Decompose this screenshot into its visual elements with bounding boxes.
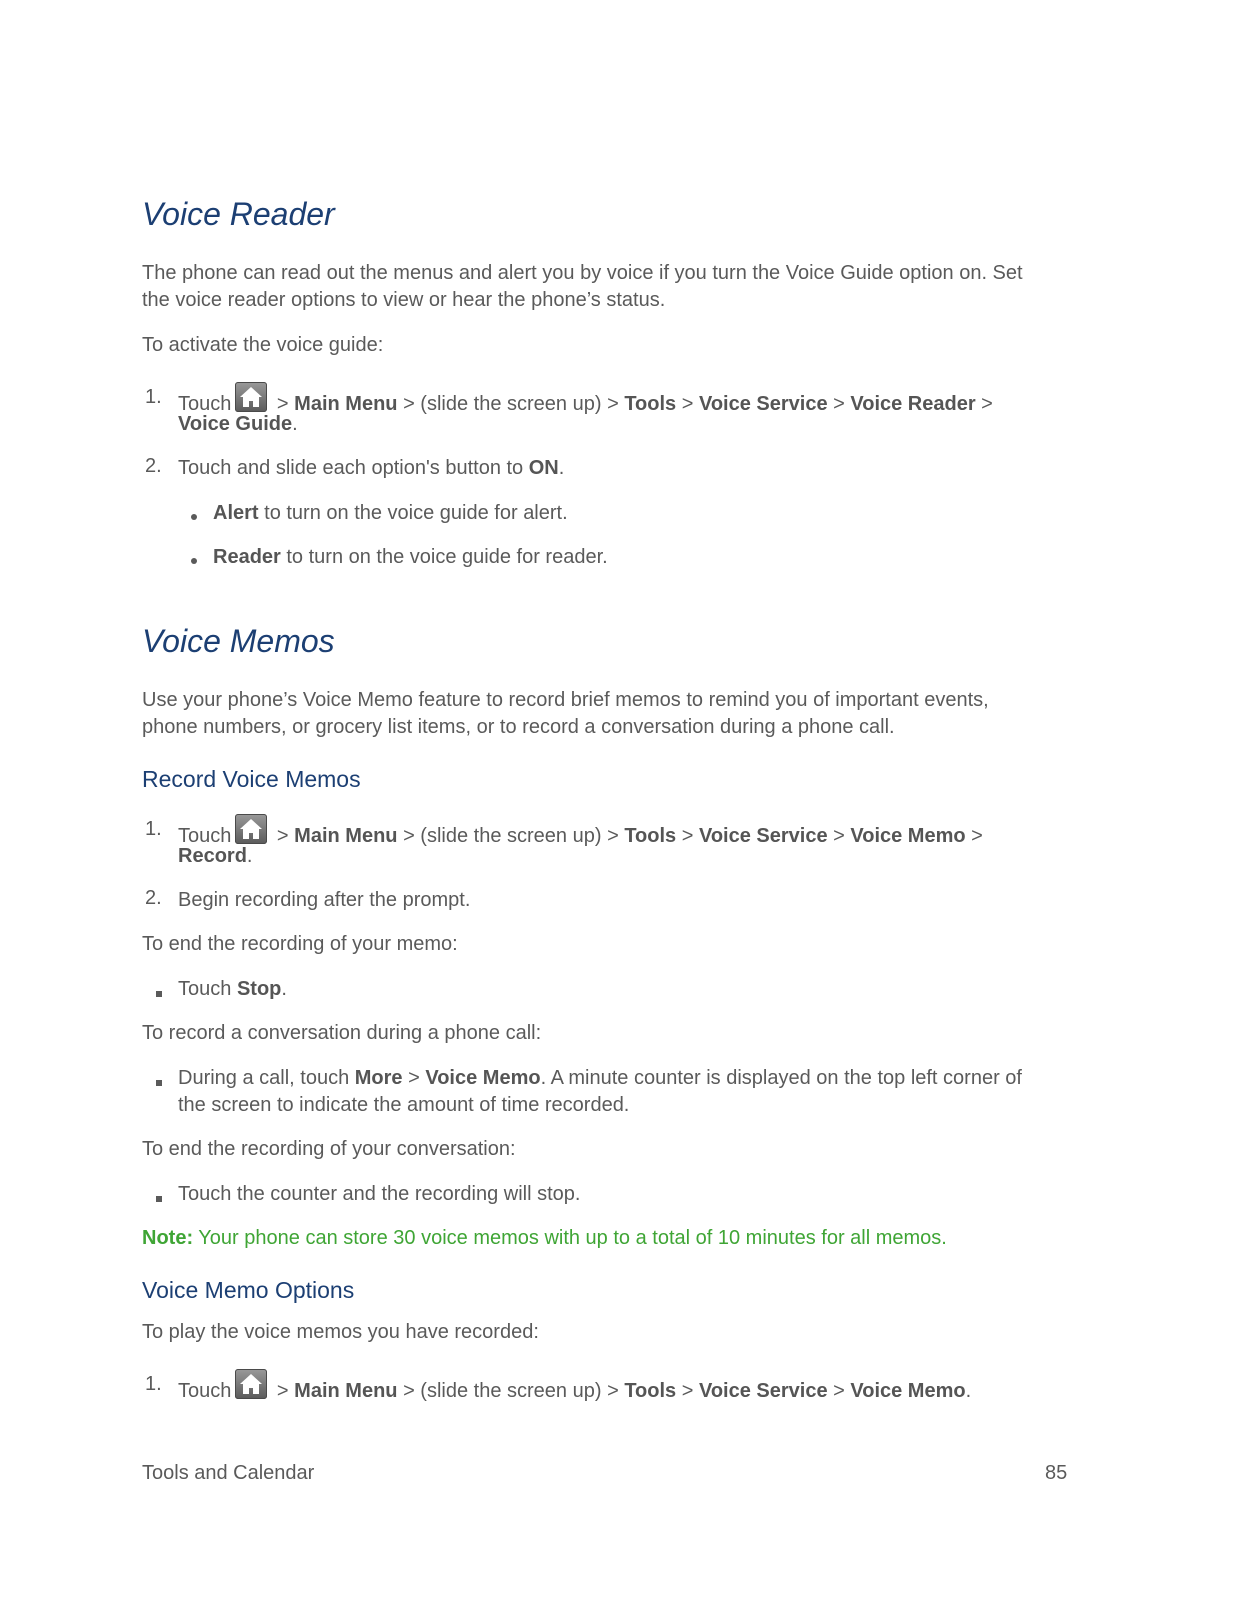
- step-number: 1.: [145, 386, 162, 408]
- home-icon: [235, 814, 267, 844]
- note-text: Your phone can store 30 voice memos with up to a total of 10 minutes for all memos.: [193, 1227, 947, 1249]
- options-lead: To play the voice memos you have recorded:: [142, 1321, 539, 1343]
- record-step-1: Touch > Main Menu > (slide the screen up) > Tools > Voice Service > Voice Memo >: [178, 814, 983, 849]
- bullet-reader: Reader to turn on the voice guide for reader.: [213, 546, 608, 568]
- section-title-voice-reader: Voice Reader: [142, 196, 335, 232]
- voice-reader-intro-line2: the voice reader options to view or hear the phone’s status.: [142, 289, 666, 311]
- bullet-during-call-cont: the screen to indicate the amount of time recorded.: [178, 1094, 630, 1116]
- end-memo-lead: To end the recording of your memo:: [142, 933, 458, 955]
- voice-memos-intro-line2: phone numbers, or grocery list items, or to record a conversation during a phone call.: [142, 716, 895, 738]
- record-step-2: Begin recording after the prompt.: [178, 889, 471, 911]
- voice-reader-step-1: Touch > Main Menu > (slide the screen up) > Tools > Voice Service > Voice Reader >: [178, 382, 993, 417]
- voice-reader-intro-line1: The phone can read out the menus and alert you by voice if you turn the Voice Guide option on. Set: [142, 262, 1023, 284]
- section-title-voice-memos: Voice Memos: [142, 623, 335, 659]
- bullet-touch-counter: Touch the counter and the recording will stop.: [178, 1183, 581, 1205]
- note-label: Note:: [142, 1227, 194, 1249]
- bullet-dot: [191, 514, 197, 520]
- bullet-dot: [191, 558, 197, 564]
- home-icon: [235, 1369, 267, 1399]
- record-step-1-cont: Record.: [178, 845, 253, 867]
- voice-guide-label: Voice Guide: [178, 413, 293, 435]
- page-number: 85: [1045, 1462, 1068, 1484]
- tools-label: Tools: [624, 393, 677, 415]
- step-text: Touch: [178, 393, 232, 415]
- on-label: ON: [528, 457, 559, 479]
- home-icon: [235, 382, 267, 412]
- voice-reader-step-1-cont: Voice Guide.: [178, 413, 298, 435]
- subsection-title-options: Voice Memo Options: [142, 1277, 355, 1303]
- bullet-touch-stop: Touch Stop.: [178, 978, 287, 1000]
- step-number: 2.: [145, 887, 162, 909]
- main-menu-label: Main Menu: [294, 393, 398, 415]
- bullet-square: [156, 991, 162, 997]
- voice-reader-step-2: Touch and slide each option's button to ON.: [178, 457, 565, 479]
- options-step-1: Touch > Main Menu > (slide the screen up) > Tools > Voice Service > Voice Memo.: [178, 1369, 971, 1404]
- bullet-square: [156, 1196, 162, 1202]
- voice-memos-intro-line1: Use your phone’s Voice Memo feature to record brief memos to remind you of important events,: [142, 689, 989, 711]
- step-number: 2.: [145, 455, 162, 477]
- subsection-title-record: Record Voice Memos: [142, 766, 361, 792]
- bullet-square: [156, 1080, 162, 1086]
- step-number: 1.: [145, 818, 162, 840]
- bullet-alert: Alert to turn on the voice guide for alert.: [213, 502, 568, 524]
- record-call-lead: To record a conversation during a phone call:: [142, 1022, 542, 1044]
- note: [142, 1225, 947, 1252]
- voice-service-label: Voice Service: [698, 393, 828, 415]
- bullet-during-call: During a call, touch More > Voice Memo. A minute counter is displayed on the top left corner of: [178, 1067, 1022, 1089]
- end-conversation-lead: To end the recording of your conversation:: [142, 1138, 516, 1160]
- voice-reader-label: Voice Reader: [850, 393, 976, 415]
- voice-reader-lead: To activate the voice guide:: [142, 334, 384, 356]
- footer-chapter: Tools and Calendar: [142, 1462, 315, 1484]
- step-number: 1.: [145, 1373, 162, 1395]
